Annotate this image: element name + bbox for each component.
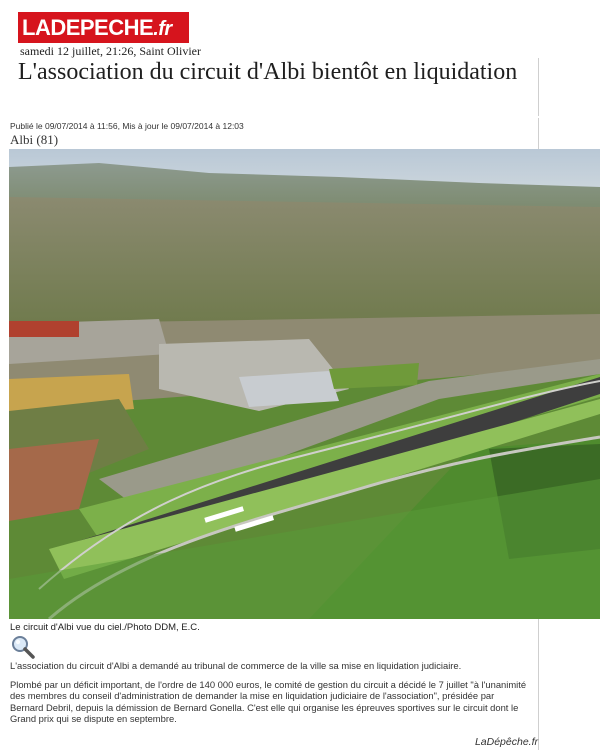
magnifier-icon[interactable] [10,634,36,660]
column-divider-top [538,58,539,116]
article-photo[interactable] [9,149,600,619]
footer-brand: LaDépêche.fr [474,736,538,748]
article-body [10,660,530,732]
site-logo[interactable] [18,12,189,43]
article-location: Albi (81) [10,132,59,147]
article-paragraph: L'association du circuit d'Albi a demandé au tribunal de commerce de la ville sa mise en liquidation judiciaire. [10,660,462,671]
logo-suffix-text: .fr [153,18,172,40]
logo-main-text: LADEPECHE [22,15,154,40]
publication-info: Publié le 09/07/2014 à 11:56, Mis à jour le 09/07/2014 à 12:03 [10,121,244,131]
dateline: samedi 12 juillet, 21:26, Saint Olivier [20,44,201,58]
article-title: L'association du circuit d'Albi bientôt en liquidation [18,59,518,85]
article-paragraph: Plombé par un déficit important, de l'ordre de 140 000 euros, le comité de gestion du circuit a décidé le 7 juillet "à l'unanimité des membres du conseil d'administration de demander la mise en liquidation judiciaire de l'association", présidée par Bernard Debril, depuis la démission de Bernard Gonella. C'est elle qui organise les épreuves sportives sur le circuit dont le Grand prix qui se dispute en septembre. [10,678,527,725]
photo-caption: Le circuit d'Albi vue du ciel./Photo DDM, E.C. [10,622,200,633]
